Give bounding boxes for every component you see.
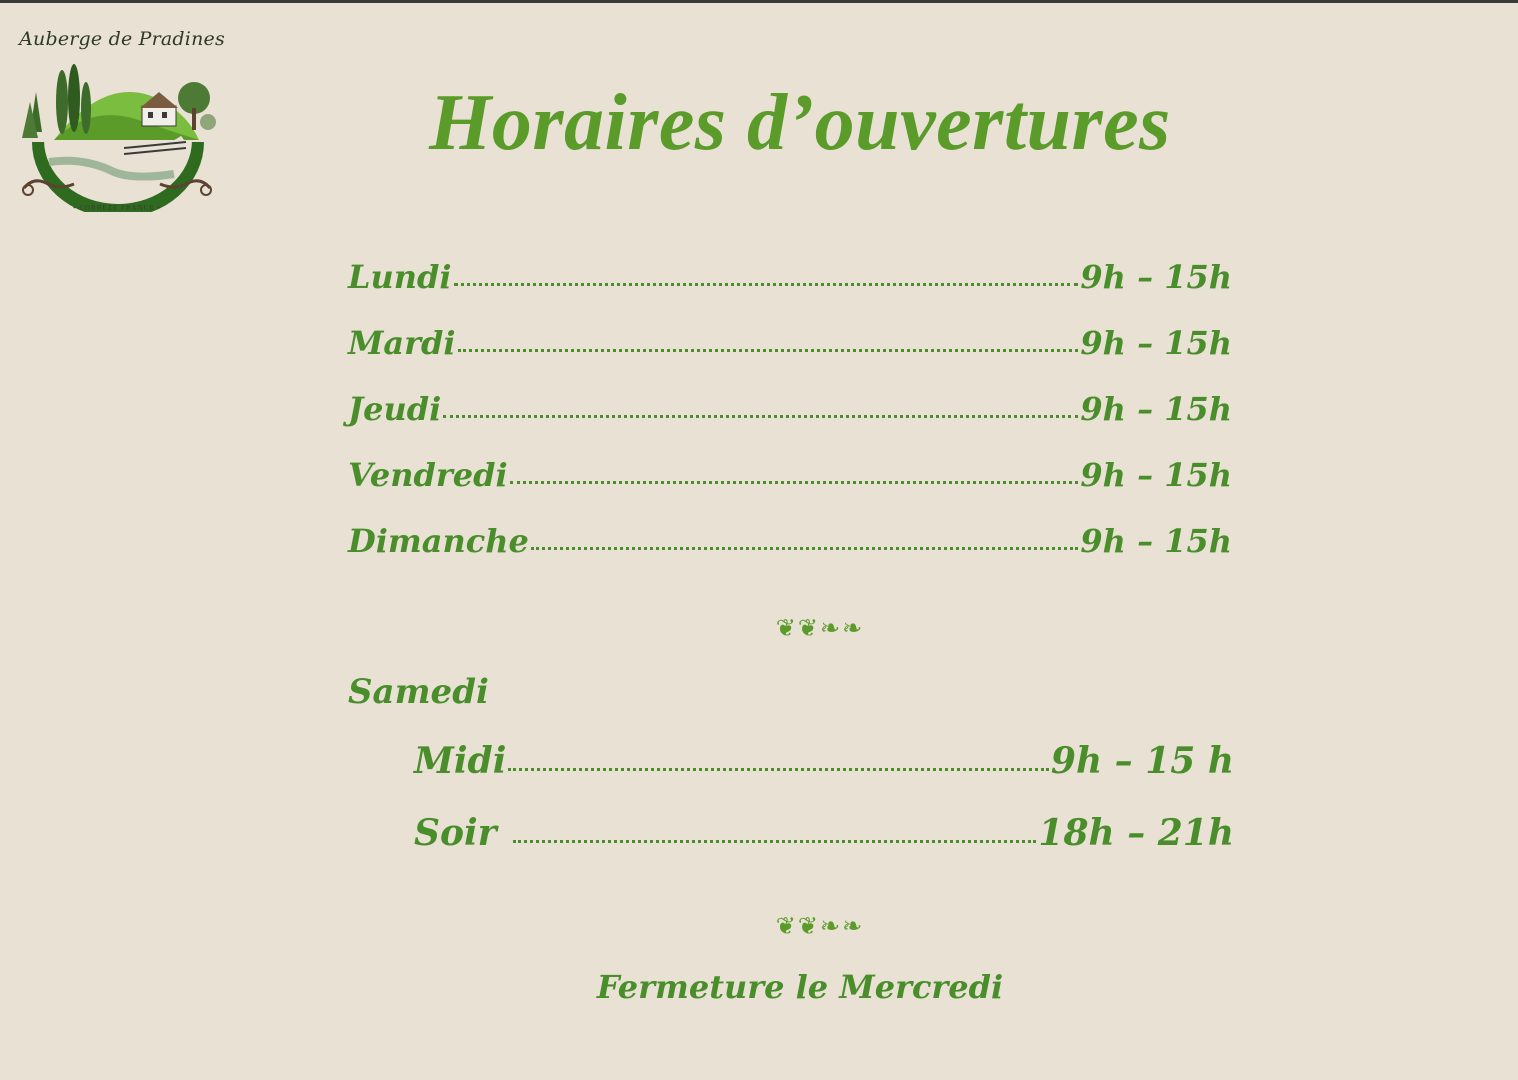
dot-leader <box>513 836 1037 843</box>
day-label: Lundi <box>348 258 452 296</box>
page-title: Horaires d’ouvertures <box>429 79 1171 167</box>
dot-leader <box>443 411 1078 418</box>
schedule-row-lundi <box>348 258 1232 296</box>
hours-value: 9h – 15h <box>1080 522 1232 560</box>
hours-value: 9h – 15h <box>1080 258 1232 296</box>
dot-leader <box>531 543 1079 550</box>
day-label: Jeudi <box>348 390 442 428</box>
schedule-row-midi <box>414 740 1234 782</box>
dot-leader <box>508 764 1049 771</box>
dot-leader <box>510 477 1079 484</box>
day-label: Vendredi <box>348 456 508 494</box>
saturday-heading: Samedi <box>348 672 489 712</box>
hours-value: 9h – 15h <box>1080 324 1232 362</box>
floral-divider-icon: ❦❦❧❧ <box>775 912 865 940</box>
hours-value: 18h – 21h <box>1038 812 1234 854</box>
dot-leader <box>454 279 1079 286</box>
schedule-row-mardi <box>348 324 1232 362</box>
schedule-row-soir <box>414 812 1234 854</box>
floral-divider-icon: ❦❦❧❧ <box>775 614 865 642</box>
day-label: Mardi <box>348 324 456 362</box>
hours-value: 9h – 15 h <box>1050 740 1234 782</box>
logo-location: • CORREZE FRANCE • <box>73 204 161 212</box>
hours-value: 9h – 15h <box>1080 456 1232 494</box>
top-border <box>0 0 1518 3</box>
schedule-row-dimanche <box>348 522 1232 560</box>
logo-name: Auberge de Pradines <box>19 28 225 50</box>
slot-label: Midi <box>414 740 507 782</box>
closing-note: Fermeture le Mercredi <box>596 968 1004 1006</box>
day-label: Dimanche <box>348 522 529 560</box>
hours-value: 9h – 15h <box>1080 390 1232 428</box>
schedule-row-vendredi <box>348 456 1232 494</box>
schedule-row-jeudi <box>348 390 1232 428</box>
dot-leader <box>458 345 1079 352</box>
slot-label: Soir <box>414 812 497 854</box>
